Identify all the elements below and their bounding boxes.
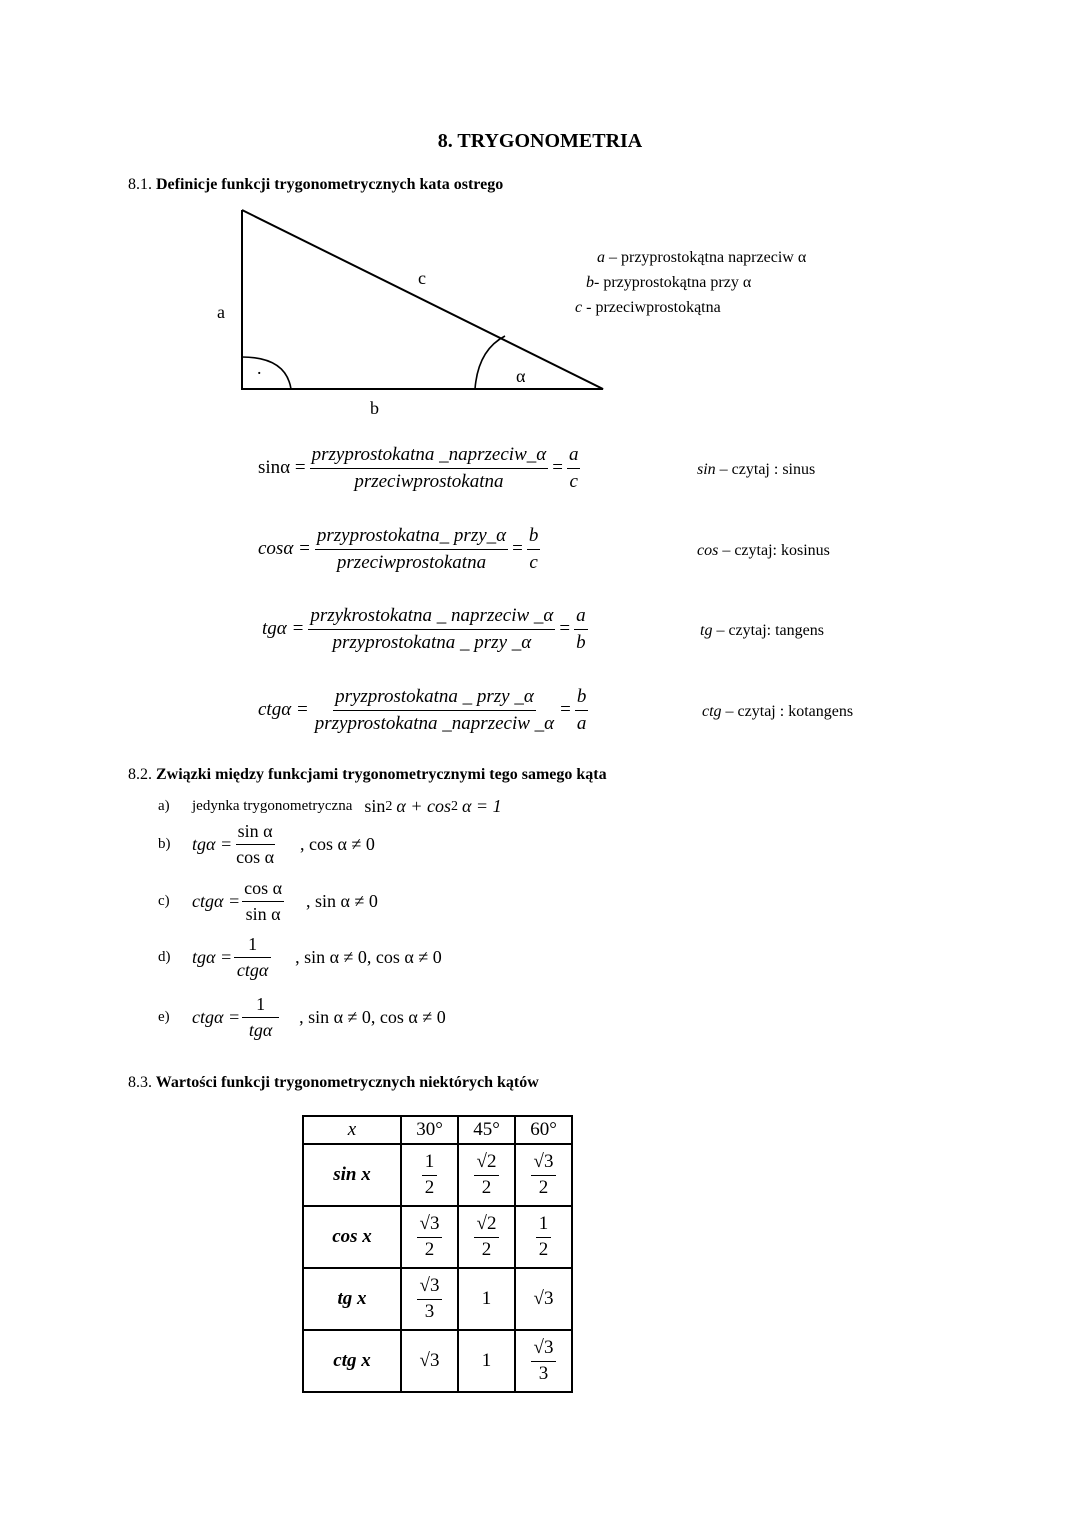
fraction: [242, 994, 279, 1040]
numerator: √3: [417, 1275, 443, 1300]
section-heading-8-3: [128, 1074, 539, 1092]
right-triangle-diagram: [0, 0, 1080, 430]
numerator: a: [567, 444, 581, 469]
fraction: [242, 878, 284, 924]
condition: , sin α ≠ 0, cos α ≠ 0: [295, 946, 442, 967]
function-cell: ctg x: [303, 1330, 401, 1392]
numerator: 1: [234, 934, 271, 958]
table-row: [303, 1144, 572, 1206]
short-fraction: [527, 525, 541, 574]
value-cell: [401, 1144, 458, 1206]
denominator: 2: [538, 1238, 549, 1260]
fraction: [234, 934, 271, 980]
denominator: c: [529, 551, 538, 573]
value-cell: [458, 1144, 515, 1206]
numerator: √2: [474, 1151, 500, 1176]
table-row: [303, 1206, 572, 1268]
item-letter: a): [158, 798, 170, 814]
equals-sign: =: [560, 699, 571, 721]
item-letter: c): [158, 892, 170, 909]
denominator: tgα: [248, 1019, 273, 1040]
denominator: przeciwprostokatna: [336, 551, 487, 573]
numerator: √2: [474, 1213, 500, 1238]
item-letter: b): [158, 835, 171, 852]
numerator: 1: [242, 994, 279, 1018]
legend-c: [575, 299, 721, 317]
ratio-fraction: [308, 605, 555, 654]
ratio-fraction: [310, 444, 549, 493]
denominator: a: [576, 712, 587, 734]
equals-sign: =: [559, 618, 571, 640]
equals-sign: =: [512, 538, 523, 560]
value-cell: √3: [515, 1268, 572, 1330]
reading-ctg: [702, 703, 853, 721]
value-cell: 1: [458, 1268, 515, 1330]
lhs: sinα =: [258, 457, 306, 479]
table-row: [303, 1330, 572, 1392]
relation-a: [158, 796, 502, 817]
denominator: 2: [424, 1238, 435, 1260]
trig-values-table: [302, 1115, 573, 1393]
denominator: 2: [424, 1176, 435, 1198]
legend-text: - przeciwprostokątna: [586, 299, 721, 316]
lhs: tgα =: [192, 833, 233, 854]
value-cell: √3: [401, 1330, 458, 1392]
denominator: przyprostokatna _naprzeciw _α: [314, 712, 555, 734]
reading-text: – czytaj: kosinus: [722, 542, 830, 559]
table-header-row: [303, 1116, 572, 1144]
numerator: 1: [422, 1151, 438, 1176]
ratio-fraction: [315, 525, 508, 574]
condition: , cos α ≠ 0: [300, 833, 375, 854]
lhs: ctgα =: [258, 699, 309, 721]
function-cell: sin x: [303, 1144, 401, 1206]
denominator: 3: [424, 1300, 435, 1322]
lhs: ctgα =: [192, 1006, 241, 1027]
relation-e: [158, 994, 446, 1040]
section-number: 8.1.: [128, 176, 152, 193]
legend-symbol: c: [575, 299, 583, 316]
numerator: cos α: [242, 878, 284, 902]
legend-symbol: a: [597, 249, 605, 266]
equals-sign: =: [552, 457, 563, 479]
numerator: √3: [531, 1337, 557, 1362]
denominator: ctgα: [236, 959, 269, 980]
numerator: √3: [531, 1151, 557, 1176]
denominator: 2: [481, 1238, 492, 1260]
denominator: 3: [538, 1362, 549, 1384]
alpha-angle-arc: [475, 336, 505, 389]
header-cell: 30°: [401, 1116, 458, 1144]
angle-alpha-label: α: [516, 366, 526, 386]
numerator: b: [575, 686, 589, 711]
lhs: tgα =: [262, 618, 305, 640]
section-title: Związki między funkcjami trygonometrycznymi tego samego kąta: [156, 766, 607, 783]
condition: , sin α ≠ 0, cos α ≠ 0: [299, 1006, 446, 1027]
header-cell: 45°: [458, 1116, 515, 1144]
middle-term: α + cos: [396, 796, 451, 816]
short-fraction: [575, 686, 589, 735]
item-letter: e): [158, 1008, 170, 1025]
section-title: Definicje funkcji trygonometrycznych kata ostrego: [156, 176, 504, 193]
value-cell: [401, 1206, 458, 1268]
short-fraction: [567, 444, 581, 493]
legend-text: - przyprostokątna przy α: [594, 274, 752, 291]
legend-a: [597, 249, 806, 267]
relation-c: [158, 878, 378, 924]
function-cell: tg x: [303, 1268, 401, 1330]
definition-ctg: [258, 686, 588, 735]
section-title: Wartości funkcji trygonometrycznych niektórych kątów: [155, 1074, 539, 1091]
header-cell: x: [303, 1116, 401, 1144]
section-number: 8.3.: [128, 1074, 152, 1091]
sin-term: sin: [364, 796, 386, 816]
lhs: cosα =: [258, 538, 311, 560]
side-a-label: a: [217, 302, 225, 322]
numerator: przykrostokatna _ naprzeciw _α: [308, 605, 555, 630]
value-cell: 1: [458, 1330, 515, 1392]
value-cell: [515, 1330, 572, 1392]
numerator: pryzprostokatna _ przy _α: [333, 686, 536, 711]
header-cell: 60°: [515, 1116, 572, 1144]
page-title: 8. TRYGONOMETRIA: [437, 130, 643, 152]
legend-b: [586, 274, 751, 292]
short-fraction: [574, 605, 588, 654]
legend-symbol: b: [586, 274, 594, 291]
function-symbol: cos: [697, 542, 719, 559]
denominator: 2: [538, 1176, 549, 1198]
definition-cos: [258, 525, 540, 574]
lhs: ctgα =: [192, 890, 241, 911]
relation-name: jedynka trygonometryczna: [192, 798, 353, 814]
reading-text: – czytaj : kotangens: [725, 703, 854, 720]
numerator: sin α: [236, 821, 275, 845]
table-row: [303, 1268, 572, 1330]
right-angle-dot: .: [257, 358, 262, 378]
numerator: przyprostokatna_ przy_α: [315, 525, 508, 550]
relation-d: [158, 934, 442, 980]
lhs: tgα =: [192, 946, 233, 967]
section-number: 8.2.: [128, 766, 152, 783]
item-letter: d): [158, 948, 171, 965]
function-symbol: tg: [700, 622, 713, 639]
exponent: 2: [450, 798, 458, 814]
numerator: 1: [536, 1213, 552, 1238]
reading-text: – czytaj: tangens: [716, 622, 824, 639]
denominator: sin α: [245, 903, 281, 924]
reading-tg: [700, 622, 824, 640]
relation-b: [158, 821, 375, 867]
fraction: [234, 821, 276, 867]
denominator: 2: [481, 1176, 492, 1198]
side-c-label: c: [418, 268, 426, 288]
triangle-outline: [242, 210, 603, 389]
reading-cos: [697, 542, 830, 560]
reading-sin: [697, 461, 815, 479]
denominator: cos α: [236, 846, 275, 867]
side-b-label: b: [370, 398, 379, 418]
right-angle-arc: [242, 357, 291, 389]
exponent: 2: [385, 798, 393, 814]
function-symbol: ctg: [702, 703, 722, 720]
denominator: c: [569, 470, 578, 492]
value-cell: [515, 1206, 572, 1268]
denominator: przeciwprostokatna: [354, 470, 504, 492]
function-cell: cos x: [303, 1206, 401, 1268]
numerator: przyprostokatna _naprzeciw_α: [310, 444, 549, 469]
reading-text: – czytaj : sinus: [719, 461, 816, 478]
numerator: a: [574, 605, 588, 630]
numerator: b: [527, 525, 541, 550]
value-cell: [401, 1268, 458, 1330]
legend-text: – przyprostokątna naprzeciw α: [609, 249, 807, 266]
definition-sin: [258, 444, 580, 493]
numerator: √3: [417, 1213, 443, 1238]
section-heading-8-2: [128, 766, 607, 784]
function-symbol: sin: [697, 461, 716, 478]
value-cell: [515, 1144, 572, 1206]
denominator: b: [576, 631, 586, 653]
ratio-fraction: [313, 686, 556, 735]
denominator: przyprostokatna _ przy _α: [332, 631, 532, 653]
value-cell: [458, 1206, 515, 1268]
definition-tg: [262, 605, 588, 654]
condition: , sin α ≠ 0: [306, 890, 378, 911]
end-term: α = 1: [461, 796, 502, 816]
